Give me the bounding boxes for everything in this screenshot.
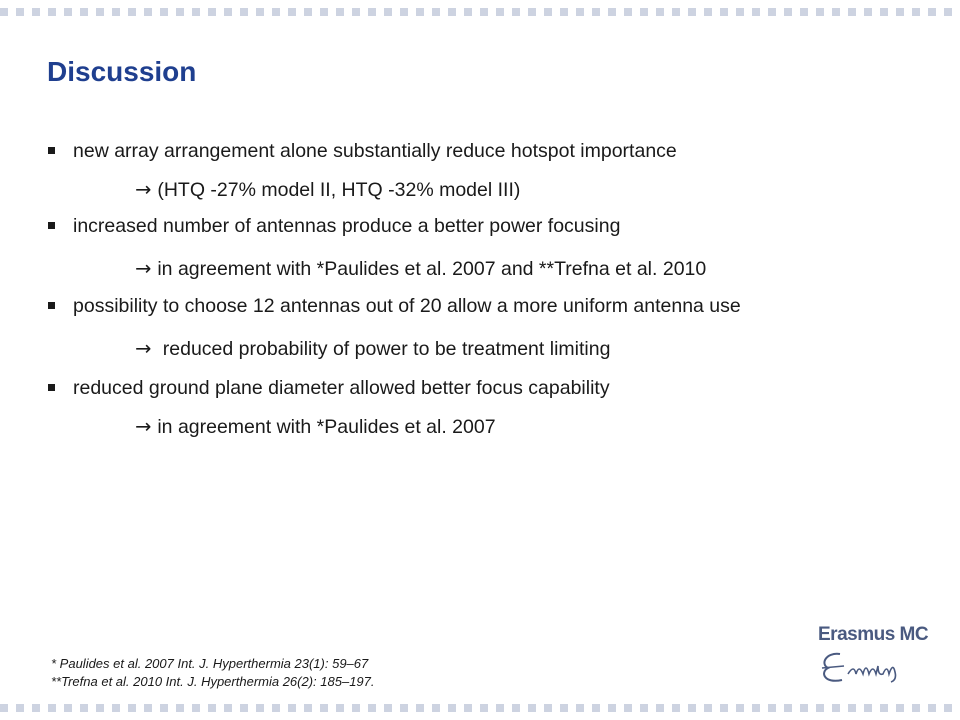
bullet-text: possibility to choose 12 antennas out of 20 allow a more uniform antenna use [73,295,741,317]
square-bullet-icon [48,222,55,229]
square-bullet-icon [48,302,55,309]
right-arrow-icon: → [135,257,152,280]
top-dotted-border [0,8,960,16]
square-bullet-icon [48,147,55,154]
erasmus-mc-logo [818,624,946,692]
bullet-item [48,295,741,318]
references [51,655,375,691]
bullet-subtext: in agreement with *Paulides et al. 2007 and **Trefna et al. 2010 [157,258,707,280]
bottom-dotted-border [0,704,960,712]
bullet-subitem [135,415,496,439]
bullet-item [48,140,677,163]
bullet-subtext: reduced probability of power to be treatment limiting [157,338,611,360]
bullet-subitem [135,337,610,361]
bullet-subtext: in agreement with *Paulides et al. 2007 [157,416,496,438]
erasmus-signature-icon [818,646,946,686]
right-arrow-icon: → [135,415,152,438]
right-arrow-icon: → [135,337,152,360]
logo-text: Erasmus MC [818,624,929,645]
bullet-item [48,215,620,238]
bullet-item [48,377,610,400]
square-bullet-icon [48,384,55,391]
bullet-subitem [135,178,520,202]
reference-paulides: * Paulides et al. 2007 Int. J. Hyperthermia 23(1): 59–67 [51,656,369,671]
slide-title: Discussion [47,56,197,87]
bullet-text: increased number of antennas produce a better power focusing [73,215,621,237]
reference-trefna: **Trefna et al. 2010 Int. J. Hyperthermia 26(2): 185–197. [51,674,375,689]
bullet-subtext: (HTQ -27% model II, HTQ -32% model III) [157,179,521,201]
bullet-text: reduced ground plane diameter allowed better focus capability [73,377,610,399]
bullet-text: new array arrangement alone substantially reduce hotspot importance [73,140,677,162]
right-arrow-icon: → [135,178,152,201]
bullet-subitem [135,257,706,281]
